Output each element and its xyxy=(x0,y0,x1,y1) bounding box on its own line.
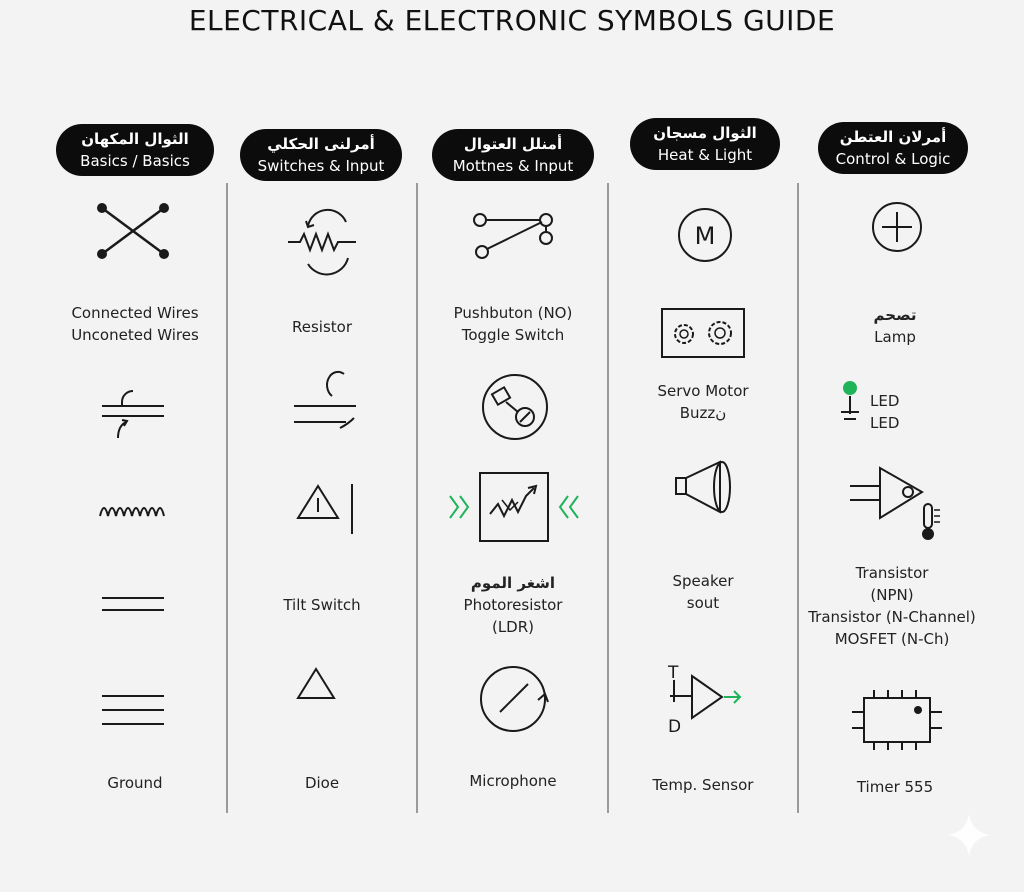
column-header-4 xyxy=(630,118,780,170)
resistor-icon xyxy=(284,206,360,278)
label-buzzer: Buzzن xyxy=(679,404,727,422)
label-servo-motor: Servo Motor xyxy=(657,382,749,400)
label-unconnected-wires: Unconeted Wires xyxy=(71,326,199,344)
equal-lines-icon xyxy=(100,594,166,616)
d-letter: D xyxy=(668,717,682,737)
label-npn: (NPN) xyxy=(870,586,914,604)
column-divider xyxy=(797,183,799,813)
timer-ic-icon xyxy=(850,688,944,752)
column-header-1 xyxy=(56,124,214,176)
label-led xyxy=(870,390,930,434)
column-header-5 xyxy=(818,122,968,174)
label-temp-sensor: Temp. Sensor xyxy=(652,776,754,794)
tilt-switch-icon xyxy=(294,480,362,538)
label-diode: Dioe xyxy=(304,774,340,792)
column-header-2 xyxy=(240,129,402,181)
lamp-icon xyxy=(870,200,924,254)
label-lamp-en: Lamp xyxy=(874,328,916,346)
header-en: Switches & Input xyxy=(257,157,385,175)
photoresistor-icon xyxy=(444,470,584,544)
header-ar: أمرلنى الحكلي xyxy=(267,135,375,153)
header-en: Heat & Light xyxy=(657,146,753,164)
label-resistor: Resistor xyxy=(292,318,352,336)
motor-letter: M xyxy=(694,222,716,250)
label-sout: sout xyxy=(686,594,720,612)
pushbutton-icon xyxy=(470,208,558,264)
page-title: ELECTRICAL & ELECTRONIC SYMBOLS GUIDE xyxy=(188,4,836,37)
toggle-knob-icon xyxy=(480,372,550,442)
label-speaker-text: Speaker xyxy=(672,572,734,590)
led-icon xyxy=(836,378,864,424)
label-tilt-switch: Tilt Switch xyxy=(283,596,361,614)
connected-wires-icon xyxy=(92,198,174,262)
label-pushbutton: Pushbuton (NO) xyxy=(453,304,573,322)
column-divider xyxy=(226,183,228,813)
label-led-1: LED xyxy=(870,392,900,410)
header-ar: أمرلان العتطن xyxy=(839,128,947,146)
wire-crossover-icon xyxy=(96,376,170,446)
label-led-2: LED xyxy=(870,414,900,432)
label-toggle-switch: Toggle Switch xyxy=(461,326,565,344)
label-lamp-ar: تصحم xyxy=(873,306,917,324)
temp-sensor-icon xyxy=(664,660,748,736)
label-n-channel: Transistor (N-Channel) xyxy=(808,608,976,626)
header-ar: أمنلل العتوال xyxy=(463,135,563,153)
header-en: Control & Logic xyxy=(835,150,951,168)
label-mosfet: MOSFET (N-Ch) xyxy=(834,630,950,648)
label-wires xyxy=(40,302,230,346)
sparkle-watermark-icon xyxy=(946,812,992,858)
motor-icon xyxy=(676,206,734,264)
label-switches xyxy=(418,302,608,346)
label-transistor-text: Transistor xyxy=(855,564,929,582)
label-photoresistor xyxy=(418,572,608,638)
inductor-coil-icon xyxy=(98,492,170,526)
switch-lines-icon xyxy=(290,368,360,434)
label-timer: Timer 555 xyxy=(856,778,934,796)
ground-icon xyxy=(100,692,166,728)
label-speaker xyxy=(608,570,798,614)
speaker-icon xyxy=(674,458,734,516)
label-lamp xyxy=(800,304,990,348)
t-letter: T xyxy=(668,663,679,683)
label-servo xyxy=(608,380,798,424)
column-divider xyxy=(416,183,418,813)
label-transistor xyxy=(800,562,984,650)
label-microphone: Microphone xyxy=(469,772,557,790)
header-ar: الثوال المكهان xyxy=(81,130,189,148)
label-ground: Ground xyxy=(107,774,163,792)
diode-triangle-icon xyxy=(296,666,336,702)
label-photoresistor-ar: اشغر الموم xyxy=(470,574,556,592)
header-en: Mottnes & Input xyxy=(452,157,574,175)
header-en: Basics / Basics xyxy=(80,152,190,170)
header-ar: الثوال مسجان xyxy=(653,124,757,142)
transistor-icon xyxy=(848,464,944,544)
column-divider xyxy=(607,183,609,813)
column-header-3 xyxy=(432,129,594,181)
servo-motor-icon xyxy=(660,307,746,359)
label-ldr: (LDR) xyxy=(491,618,535,636)
label-connected-wires: Connected Wires xyxy=(71,304,199,322)
label-photoresistor-en: Photoresistor xyxy=(463,596,563,614)
microphone-icon xyxy=(478,664,554,734)
